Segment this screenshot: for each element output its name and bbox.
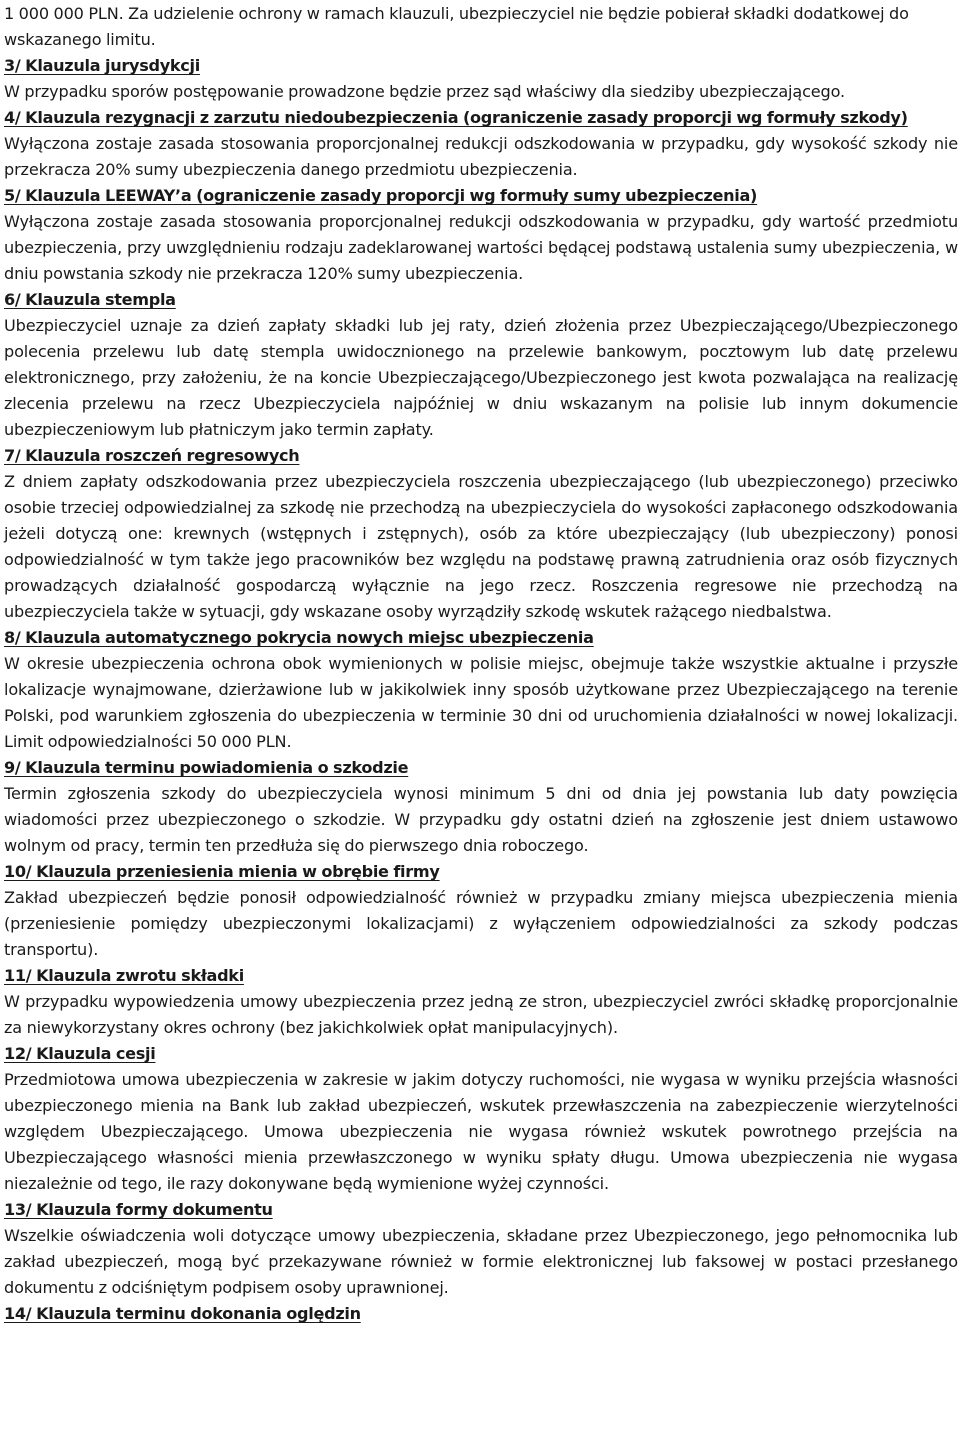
clause-body: Zakład ubezpieczeń będzie ponosił odpowiedzialność również w przypadku zmiany miejsca ubezpieczenia mienia (przeniesienie pomiędzy ubezpieczonymi lokalizacjami) z wyłączeniem odpowiedzialności za szkody podczas transportu). [4,888,958,959]
clause-body: Ubezpieczyciel uznaje za dzień zapłaty składki lub jej raty, dzień złożenia przez Ubezpieczającego/Ubezpieczonego polecenia przelewu lub datę stempla uwidocznionego na przelewie bankowym, pocztowym lub datę przelewu elektronicznego, przy założeniu, że na koncie Ubezpieczającego/Ubezpieczonego jest kwota pozwalająca na realizację zlecenia przelewu na rzecz Ubezpieczyciela najpóźniej w dniu wskazanym na polisie lub innym dokumencie ubezpieczeniowym lub płatniczym jako termin zapłaty. [4,316,958,439]
clause-body: Z dniem zapłaty odszkodowania przez ubezpieczyciela roszczenia ubezpieczającego (lub ubezpieczonego) przeciwko osobie trzeciej odpowiedzialnej za szkodę nie przechodzą na ubezpieczyciela do wysokości zapłaconego odszkodowania jeżeli dotyczą one: krewnych (wstępnych i zstępnych), osób za które ubezpieczający (lub ubezpieczony) ponosi odpowiedzialność w tym także jego pracowników bez względu na podstawę prawną zatrudnienia oraz osób fizycznych prowadzących działalność gospodarczą wyłącznie na jego rzecz. Roszczenia regresowe nie przechodzą na ubezpieczyciela także w sytuacji, gdy wskazane osoby wyrządziły szkodę wskutek rażącego niedbalstwa. [4,472,958,621]
clause-heading: 14/ Klauzula terminu dokonania oględzin [4,1304,361,1323]
clause-heading: 5/ Klauzula LEEWAY’a (ograniczenie zasady proporcji wg formuły sumy ubezpieczenia) [4,186,758,205]
clause-heading: 8/ Klauzula automatycznego pokrycia nowych miejsc ubezpieczenia [4,628,594,647]
clause-heading: 13/ Klauzula formy dokumentu [4,1200,273,1219]
clause-list [4,53,958,1327]
clause-body: Wyłączona zostaje zasada stosowania proporcjonalnej redukcji odszkodowania w przypadku, gdy wysokość szkody nie przekracza 20% sumy ubezpieczenia danego przedmiotu ubezpieczenia. [4,134,958,179]
clause-heading: 12/ Klauzula cesji [4,1044,156,1063]
document-page [4,1,958,1327]
clause-heading: 10/ Klauzula przeniesienia mienia w obrębie firmy [4,862,440,881]
clause-heading: 4/ Klauzula rezygnacji z zarzutu niedoubezpieczenia (ograniczenie zasady proporcji wg formuły szkody) [4,108,908,127]
clause-heading: 6/ Klauzula stempla [4,290,176,309]
clause-heading: 11/ Klauzula zwrotu składki [4,966,244,985]
intro-paragraph: 1 000 000 PLN. Za udzielenie ochrony w ramach klauzuli, ubezpieczyciel nie będzie pobierał składki dodatkowej do wskazanego limitu. [4,4,909,49]
clause-heading: 3/ Klauzula jurysdykcji [4,56,200,75]
clause-body: W okresie ubezpieczenia ochrona obok wymienionych w polisie miejsc, obejmuje także wszystkie aktualne i przyszłe lokalizacje wynajmowane, dzierżawione lub w jakikolwiek inny sposób użytkowane przez Ubezpieczającego na terenie Polski, pod warunkiem zgłoszenia do ubezpieczenia w terminie 30 dni od uruchomienia działalności w nowej lokalizacji. Limit odpowiedzialności 50 000 PLN. [4,654,958,751]
clause-body: Termin zgłoszenia szkody do ubezpieczyciela wynosi minimum 5 dni od dnia jej powstania lub daty powzięcia wiadomości przez ubezpieczonego o szkodzie. W przypadku gdy ostatni dzień na zgłoszenie jest dniem ustawowo wolnym od pracy, termin ten przedłuża się do pierwszego dnia roboczego. [4,784,958,855]
clause-body: Przedmiotowa umowa ubezpieczenia w zakresie w jakim dotyczy ruchomości, nie wygasa w wyniku przejścia własności ubezpieczonego mienia na Bank lub zakład ubezpieczeń, wskutek przewłaszczenia na zabezpieczenie wierzytelności względem Ubezpieczającego. Umowa ubezpieczenia nie wygasa również wskutek powrotnego przejścia na Ubezpieczającego własności mienia przewłaszczonego w wyniku spłaty długu. Umowa ubezpieczenia nie wygasa niezależnie od tego, ile razy dokonywane będą wymienione wyżej czynności. [4,1070,958,1193]
clause-body: Wyłączona zostaje zasada stosowania proporcjonalnej redukcji odszkodowania w przypadku, gdy wartość przedmiotu ubezpieczenia, przy uwzględnieniu rodzaju zadeklarowanej wartości będącej podstawą ustalenia sumy ubezpieczenia, w dniu powstania szkody nie przekracza 120% sumy ubezpieczenia. [4,212,958,283]
clause-heading: 7/ Klauzula roszczeń regresowych [4,446,300,465]
clause-body: W przypadku sporów postępowanie prowadzone będzie przez sąd właściwy dla siedziby ubezpieczającego. [4,82,845,101]
clause-body: Wszelkie oświadczenia woli dotyczące umowy ubezpieczenia, składane przez Ubezpieczonego, jego pełnomocnika lub zakład ubezpieczeń, mogą być przekazywane również w formie elektronicznej lub faksowej w postaci przesłanego dokumentu z odciśniętym podpisem osoby uprawnionej. [4,1226,958,1297]
clause-body: W przypadku wypowiedzenia umowy ubezpieczenia przez jedną ze stron, ubezpieczyciel zwróci składkę proporcjonalnie za niewykorzystany okres ochrony (bez jakichkolwiek opłat manipulacyjnych). [4,992,958,1037]
clause-heading: 9/ Klauzula terminu powiadomienia o szkodzie [4,758,409,777]
